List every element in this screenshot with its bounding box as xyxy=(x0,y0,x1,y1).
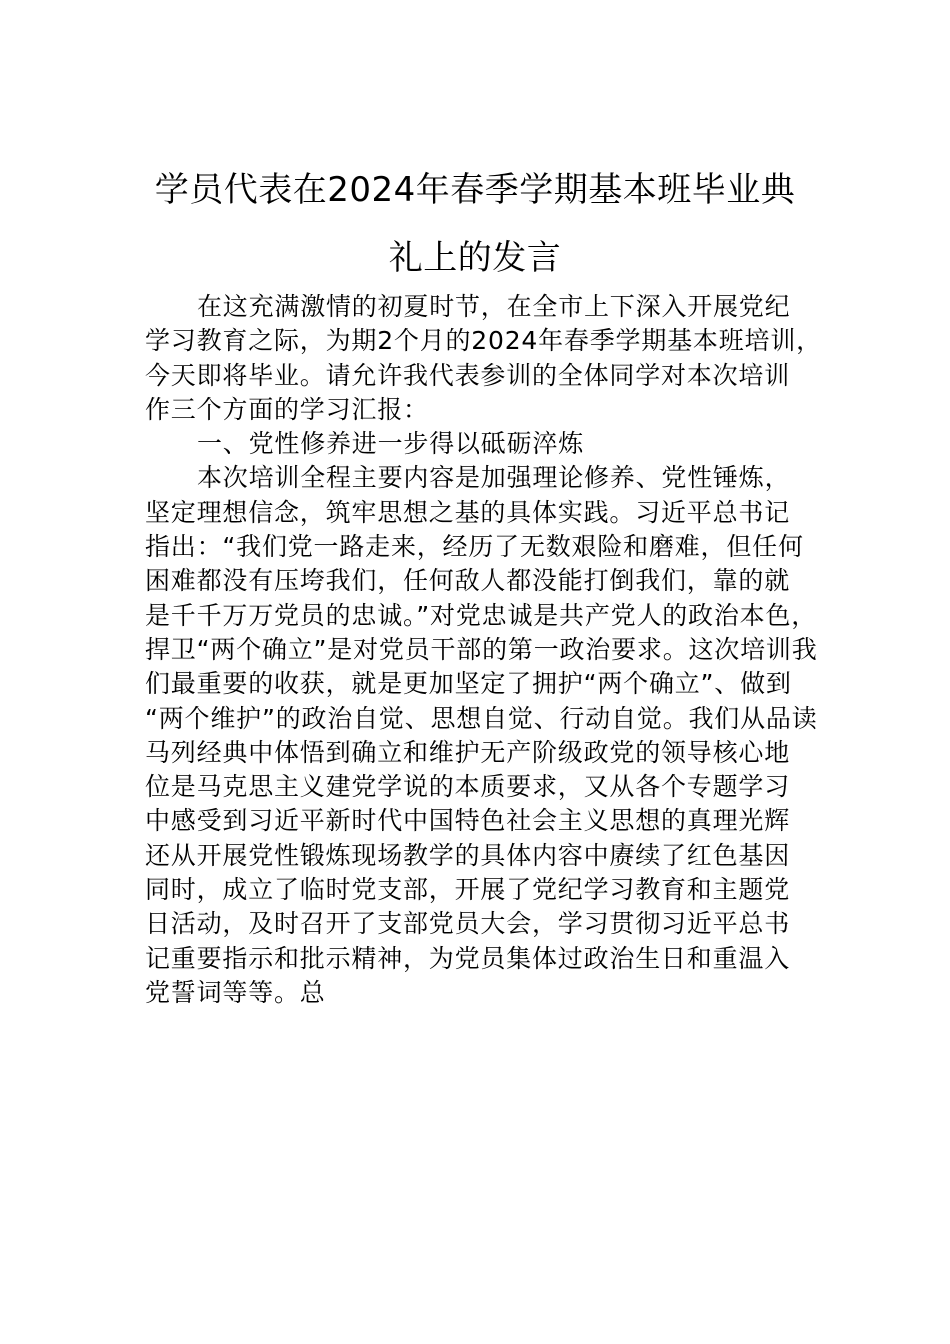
body-line: 作三个方面的学习汇报： xyxy=(145,394,429,424)
body-line: 马列经典中体悟到确立和维护无产阶级政党的领导核心地 xyxy=(145,737,791,767)
body-line: 学习教育之际，为期2个月的2024年春季学期基本班培训， xyxy=(145,326,822,356)
body-line: 还从开展党性锻炼现场教学的具体内容中赓续了红色基因 xyxy=(145,840,791,870)
document-body xyxy=(145,290,845,1010)
document-title-line-1: 学员代表在2024年春季学期基本班毕业典 xyxy=(154,170,796,210)
body-line: 捍卫“两个确立”是对党员干部的第一政治要求。这次培训我 xyxy=(145,634,818,664)
body-line: 同时，成立了临时党支部，开展了党纪学习教育和主题党 xyxy=(145,875,791,905)
body-line: 困难都没有压垮我们，任何敌人都没能打倒我们，靠的就 xyxy=(145,566,791,596)
body-line: 记重要指示和批示精神，为党员集体过政治生日和重温入 xyxy=(145,943,791,973)
section-heading: 一、党性修养进一步得以砥砺淬炼 xyxy=(197,429,585,459)
body-line: 们最重要的收获，就是更加坚定了拥护“两个确立”、做到 xyxy=(145,669,792,699)
body-line: 中感受到习近平新时代中国特色社会主义思想的真理光辉 xyxy=(145,806,791,836)
body-line: 本次培训全程主要内容是加强理论修养、党性锤炼， xyxy=(197,463,791,493)
body-line: 指出：“我们党一路走来，经历了无数艰险和磨难，但任何 xyxy=(145,532,804,562)
document-title-line-2: 礼上的发言 xyxy=(388,238,562,278)
body-line: 在这充满激情的初夏时节，在全市上下深入开展党纪 xyxy=(197,292,791,321)
body-line: “两个维护”的政治自觉、思想自觉、行动自觉。我们从品读 xyxy=(145,703,818,733)
body-line: 是千千万万党员的忠诚。”对党忠诚是共产党人的政治本色， xyxy=(145,600,818,630)
body-line: 日活动，及时召开了支部党员大会，学习贯彻习近平总书 xyxy=(145,909,791,939)
body-line: 位是马克思主义建党学说的本质要求，又从各个专题学习 xyxy=(145,772,791,802)
body-line: 坚定理想信念，筑牢思想之基的具体实践。习近平总书记 xyxy=(145,497,791,527)
body-line: 党誓词等等。总 xyxy=(145,977,326,1007)
body-line: 今天即将毕业。请允许我代表参训的全体同学对本次培训 xyxy=(145,360,791,390)
